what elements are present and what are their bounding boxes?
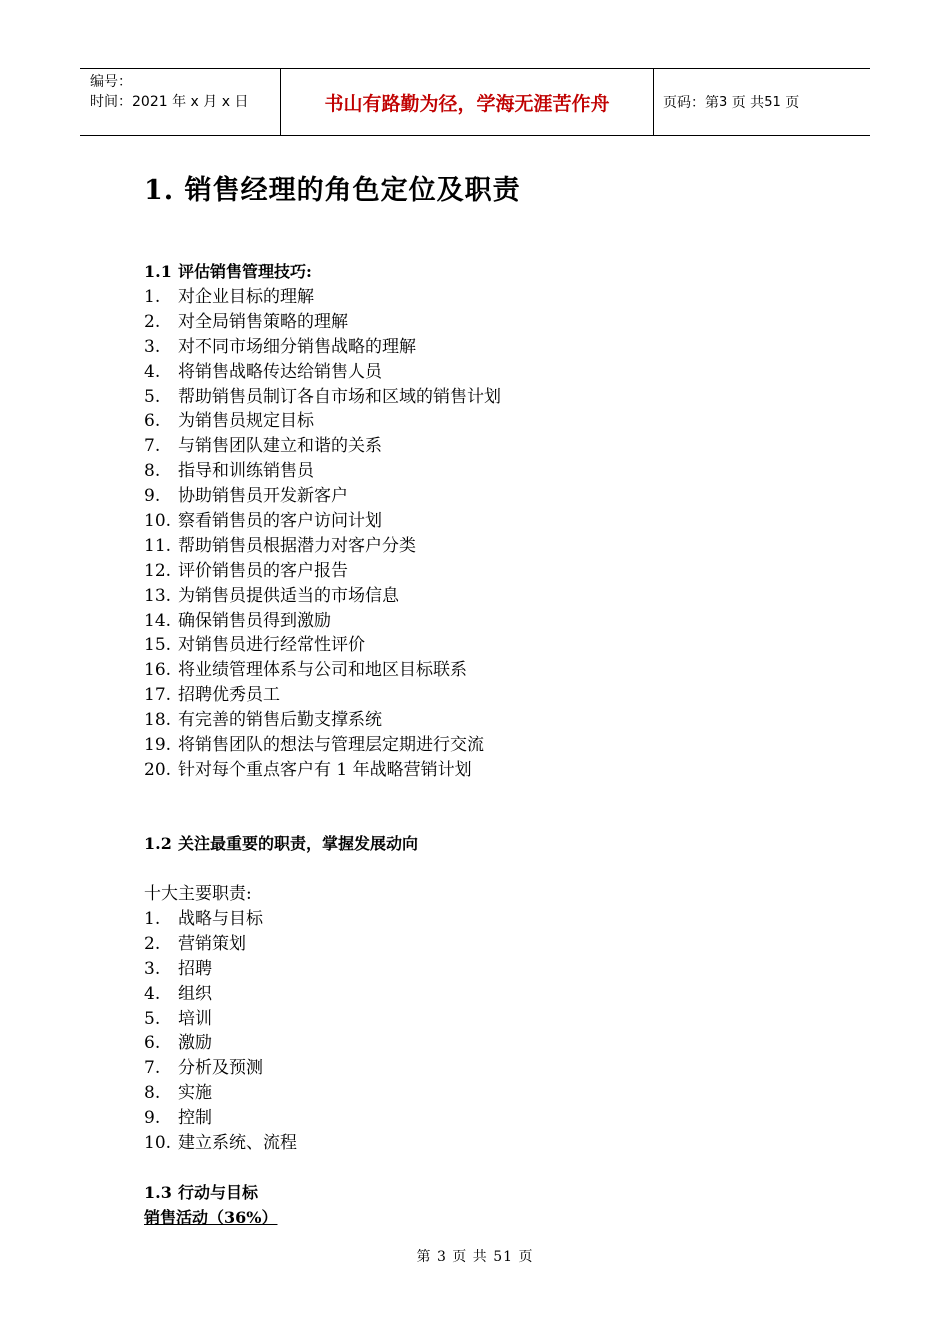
- list-item-text: 控制: [178, 1108, 212, 1129]
- list-item-number: 19.: [144, 735, 172, 756]
- list-item-number: 13.: [144, 585, 172, 606]
- header-page-total: 51: [764, 94, 781, 110]
- list-item-number: 14.: [144, 610, 172, 631]
- list-item-text: 与销售团队建立和谐的关系: [178, 436, 382, 457]
- document-title: 1. 销售经理的角色定位及职责: [144, 175, 521, 206]
- list-item-text: 将销售团队的想法与管理层定期进行交流: [178, 735, 484, 756]
- list-item: [144, 758, 501, 783]
- list-item-text: 组织: [178, 983, 212, 1004]
- list-item: [144, 385, 501, 410]
- header-meta: [80, 69, 281, 135]
- list-item-text: 评价销售员的客户报告: [178, 560, 348, 581]
- list-item-number: 10.: [144, 1133, 172, 1154]
- sales-activity-subheading: 销售活动（36%）: [144, 1208, 278, 1227]
- list-item-number: 3.: [144, 336, 161, 357]
- header-page-suffix: 页: [785, 95, 800, 111]
- list-item-number: 2.: [144, 933, 161, 954]
- list-item-text: 激励: [178, 1033, 212, 1054]
- list-item: [144, 310, 501, 335]
- list-item-number: 9.: [144, 486, 161, 507]
- list-item-number: 10.: [144, 511, 172, 532]
- list-item: [144, 708, 501, 733]
- list-item-text: 确保销售员得到激励: [178, 610, 331, 631]
- list-item-text: 培训: [178, 1008, 212, 1029]
- list-item-number: 7.: [144, 436, 161, 457]
- list-item: [144, 335, 501, 360]
- list-item: [144, 957, 297, 982]
- list-item-number: 4.: [144, 361, 161, 382]
- header-motto-cell: [281, 69, 654, 135]
- list-item-number: 6.: [144, 411, 161, 432]
- list-item: [144, 733, 501, 758]
- section-number: 1.3: [144, 1183, 172, 1202]
- list-item: [144, 658, 501, 683]
- page-footer: 第 3 页 共 51 页: [416, 1249, 534, 1265]
- list-item-text: 营销策划: [178, 933, 246, 954]
- list-item: [144, 1081, 297, 1106]
- list-item: [144, 633, 501, 658]
- list-item-number: 1.: [144, 287, 161, 307]
- list-item: [144, 509, 501, 534]
- list-item-text: 实施: [178, 1083, 212, 1104]
- list-item: [144, 584, 501, 609]
- list-item-number: 2.: [144, 311, 161, 332]
- list-item-text: 对全局销售策略的理解: [178, 311, 348, 332]
- list-item: [144, 683, 501, 708]
- list-item-number: 7.: [144, 1058, 161, 1079]
- list-item: [144, 434, 501, 459]
- header-page-mid: 页 共: [731, 95, 765, 111]
- list-item: [144, 1031, 297, 1056]
- section-1-1-heading: [144, 262, 312, 282]
- section-number: 1.1: [144, 262, 172, 281]
- list-item-text: 招聘优秀员工: [178, 685, 280, 706]
- duties-list: [144, 907, 297, 1156]
- list-item-number: 8.: [144, 1083, 161, 1104]
- list-item-number: 9.: [144, 1108, 161, 1129]
- list-item-text: 有完善的销售后勤支撑系统: [178, 710, 382, 731]
- list-item-text: 将销售战略传达给销售人员: [178, 361, 382, 382]
- list-item-number: 8.: [144, 461, 161, 482]
- list-item-number: 12.: [144, 560, 172, 581]
- list-item: [144, 534, 501, 559]
- list-item-text: 招聘: [178, 958, 212, 979]
- list-item-number: 4.: [144, 983, 161, 1004]
- list-item-number: 20.: [144, 759, 172, 780]
- list-item-text: 帮助销售员制订各自市场和区域的销售计划: [178, 386, 501, 407]
- header-number-label: 编号：: [90, 74, 132, 90]
- list-item-text: 对销售员进行经常性评价: [178, 635, 365, 656]
- list-item: [144, 559, 501, 584]
- list-item: [144, 1131, 297, 1156]
- list-item-text: 指导和训练销售员: [178, 461, 314, 482]
- list-item-number: 16.: [144, 660, 172, 681]
- header-motto: 书山有路勤为径，学海无涯苦作舟: [324, 92, 610, 115]
- list-item-text: 为销售员规定目标: [178, 411, 314, 432]
- list-item-number: 17.: [144, 685, 172, 706]
- list-item-number: 18.: [144, 710, 172, 731]
- list-item-number: 6.: [144, 1033, 161, 1054]
- list-item-text: 战略与目标: [178, 909, 263, 929]
- list-item-number: 5.: [144, 1008, 161, 1029]
- list-item-number: 3.: [144, 958, 161, 979]
- section-title: 关注最重要的职责，掌握发展动向: [178, 834, 419, 853]
- section-number: 1.2: [144, 834, 172, 853]
- list-item-text: 将业绩管理体系与公司和地区目标联系: [178, 660, 467, 681]
- list-item-text: 协助销售员开发新客户: [178, 486, 348, 507]
- list-item: [144, 907, 297, 932]
- list-item-text: 对不同市场细分销售战略的理解: [178, 336, 416, 357]
- skills-list: [144, 285, 501, 783]
- list-item-number: 1.: [144, 909, 161, 929]
- list-item-text: 分析及预测: [178, 1058, 263, 1079]
- list-item-text: 为销售员提供适当的市场信息: [178, 585, 399, 606]
- section-title: 行动与目标: [178, 1183, 259, 1202]
- list-item: [144, 484, 501, 509]
- list-item-number: 11.: [144, 535, 172, 556]
- list-item-text: 针对每个重点客户有 1 年战略营销计划: [178, 759, 472, 780]
- header-page-prefix: 页码：第: [663, 95, 719, 111]
- list-item-text: 帮助销售员根据潜力对客户分类: [178, 535, 416, 556]
- list-item: [144, 285, 501, 310]
- list-item: [144, 1106, 297, 1131]
- section-title: 评估销售管理技巧:: [178, 262, 312, 281]
- section-1-3-heading: [144, 1183, 258, 1203]
- list-item-text: 对企业目标的理解: [178, 287, 314, 307]
- list-item: [144, 982, 297, 1007]
- list-item: [144, 609, 501, 634]
- list-item: [144, 932, 297, 957]
- list-item: [144, 360, 501, 385]
- duties-intro: 十大主要职责:: [144, 884, 252, 904]
- header-page-info: [654, 69, 870, 135]
- header-page-current: 3: [719, 94, 728, 110]
- list-item-number: 5.: [144, 386, 161, 407]
- list-item-text: 察看销售员的客户访问计划: [178, 511, 382, 532]
- list-item: [144, 459, 501, 484]
- list-item-text: 建立系统、流程: [178, 1133, 297, 1154]
- header-date-label: 时间：2021 年 x 月 x 日: [90, 94, 249, 110]
- list-item-number: 15.: [144, 635, 172, 656]
- list-item: [144, 1056, 297, 1081]
- section-1-2-heading: [144, 834, 418, 854]
- list-item: [144, 409, 501, 434]
- list-item: [144, 1007, 297, 1032]
- page-header: [80, 68, 870, 136]
